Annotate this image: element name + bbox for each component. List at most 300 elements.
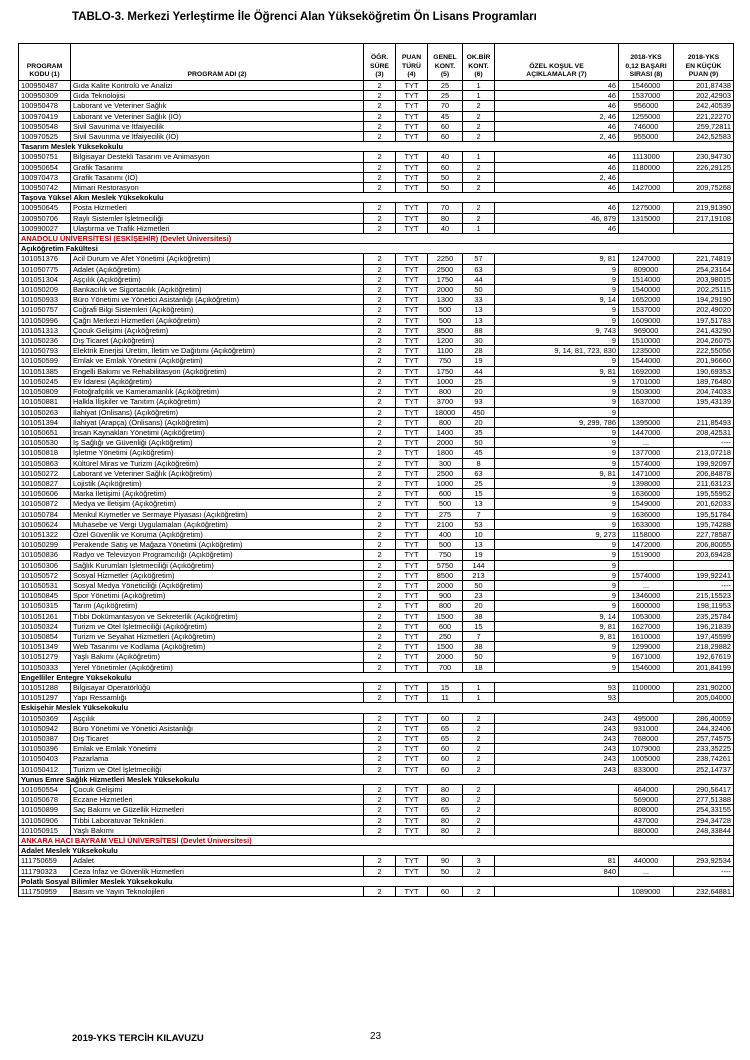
success-rank-cell — [619, 407, 674, 417]
score-type-cell: TYT — [396, 601, 428, 611]
general-quota-cell: 65 — [428, 734, 463, 744]
duration-cell: 2 — [364, 764, 396, 774]
special-conditions-cell: 9 — [495, 570, 619, 580]
general-quota-cell: 60 — [428, 764, 463, 774]
duration-cell: 2 — [364, 356, 396, 366]
header-program-name — [71, 44, 364, 81]
score-type-cell: TYT — [396, 764, 428, 774]
min-score-cell: 189,76480 — [674, 376, 734, 386]
program-name-cell: Gıda Teknolojisi — [71, 91, 364, 101]
special-conditions-cell: 9 — [495, 438, 619, 448]
program-name-cell: Turizm ve Otel İşletmeciliği (Açıköğretim) — [71, 621, 364, 631]
program-code-cell: 100970419 — [19, 111, 71, 121]
table-row — [19, 682, 734, 692]
success-rank-cell: 1180000 — [619, 162, 674, 172]
special-conditions-cell: 9 — [495, 285, 619, 295]
program-code-cell: 101050554 — [19, 785, 71, 795]
header-line: 2018-YKS — [687, 54, 720, 62]
school-first-quota-cell: 2 — [463, 213, 495, 223]
program-code-cell: 101050572 — [19, 570, 71, 580]
duration-cell: 2 — [364, 815, 396, 825]
program-code-cell: 101050624 — [19, 519, 71, 529]
program-name-cell: Çocuk Gelişimi — [71, 785, 364, 795]
program-code-cell: 101050854 — [19, 631, 71, 641]
table-row — [19, 438, 734, 448]
general-quota-cell: 80 — [428, 825, 463, 835]
duration-cell: 2 — [364, 305, 396, 315]
min-score-cell: 197,51783 — [674, 315, 734, 325]
program-code-cell: 100990027 — [19, 223, 71, 233]
special-conditions-cell: 9 — [495, 499, 619, 509]
school-first-quota-cell: 33 — [463, 295, 495, 305]
school-first-quota-cell: 57 — [463, 254, 495, 264]
score-type-cell: TYT — [396, 203, 428, 213]
school-first-quota-cell: 30 — [463, 336, 495, 346]
header-line: KONT. — [468, 62, 489, 70]
min-score-cell: 203,69428 — [674, 550, 734, 560]
score-type-cell: TYT — [396, 723, 428, 733]
general-quota-cell: 500 — [428, 499, 463, 509]
success-rank-cell: 1692000 — [619, 366, 674, 376]
general-quota-cell: 60 — [428, 162, 463, 172]
duration-cell: 2 — [364, 101, 396, 111]
min-score-cell: 208,42531 — [674, 427, 734, 437]
program-code-cell: 101050306 — [19, 560, 71, 570]
program-code-cell: 100950478 — [19, 101, 71, 111]
success-rank-cell: 569000 — [619, 795, 674, 805]
success-rank-cell: 1315000 — [619, 213, 674, 223]
special-conditions-cell: 93 — [495, 693, 619, 703]
general-quota-cell: 300 — [428, 458, 463, 468]
success-rank-cell: 1627000 — [619, 621, 674, 631]
header-line: PROGRAM — [26, 62, 63, 70]
header-min-score — [674, 44, 734, 81]
school-first-quota-cell: 450 — [463, 407, 495, 417]
duration-cell: 2 — [364, 621, 396, 631]
general-quota-cell: 80 — [428, 815, 463, 825]
program-name-cell: Acil Durum ve Afet Yönetimi (Açıköğretim) — [71, 254, 364, 264]
min-score-cell: 294,34728 — [674, 815, 734, 825]
score-type-cell: TYT — [396, 815, 428, 825]
duration-cell: 2 — [364, 427, 396, 437]
success-rank-cell: 1503000 — [619, 387, 674, 397]
success-rank-cell: 809000 — [619, 264, 674, 274]
duration-cell: 2 — [364, 448, 396, 458]
success-rank-cell: 1089000 — [619, 887, 674, 897]
program-code-cell: 101050775 — [19, 264, 71, 274]
score-type-cell: TYT — [396, 489, 428, 499]
table-row — [19, 91, 734, 101]
special-conditions-cell — [495, 805, 619, 815]
min-score-cell: 221,74819 — [674, 254, 734, 264]
general-quota-cell: 2000 — [428, 580, 463, 590]
score-type-cell: TYT — [396, 305, 428, 315]
min-score-cell: 221,22270 — [674, 111, 734, 121]
general-quota-cell: 1750 — [428, 274, 463, 284]
duration-cell: 2 — [364, 223, 396, 233]
table-row — [19, 764, 734, 774]
duration-cell: 2 — [364, 540, 396, 550]
duration-cell: 2 — [364, 662, 396, 672]
program-name-cell: Menkul Kıymetler ve Sermaye Piyasası (Açıköğretim) — [71, 509, 364, 519]
program-name-cell: Kültürel Miras ve Turizm (Açıköğretim) — [71, 458, 364, 468]
program-code-cell: 101050606 — [19, 489, 71, 499]
table-row — [19, 795, 734, 805]
score-type-cell: TYT — [396, 734, 428, 744]
min-score-cell: 195,51784 — [674, 509, 734, 519]
school-first-quota-cell: 19 — [463, 550, 495, 560]
header-line: AÇIKLAMALAR (7) — [526, 70, 587, 78]
school-first-quota-cell: 18 — [463, 662, 495, 672]
program-code-cell: 101050906 — [19, 815, 71, 825]
program-code-cell: 100970473 — [19, 172, 71, 182]
program-name-cell: Çağrı Merkezi Hizmetleri (Açıköğretim) — [71, 315, 364, 325]
faculty-header-row — [19, 672, 734, 682]
school-first-quota-cell: 2 — [463, 734, 495, 744]
program-code-cell: 101050836 — [19, 550, 71, 560]
special-conditions-cell: 46 — [495, 183, 619, 193]
program-name-cell: Web Tasarımı ve Kodlama (Açıköğretim) — [71, 642, 364, 652]
section-title: Adalet Meslek Yüksekokulu — [19, 846, 734, 856]
section-title: ANKARA HACI BAYRAM VELİ ÜNİVERSİTESİ (Devlet Üniversitesi) — [19, 836, 734, 846]
program-name-cell: Yaşlı Bakımı (Açıköğretim) — [71, 652, 364, 662]
general-quota-cell: 3500 — [428, 325, 463, 335]
success-rank-cell: 1544000 — [619, 356, 674, 366]
special-conditions-cell: 243 — [495, 723, 619, 733]
table-row — [19, 203, 734, 213]
score-type-cell: TYT — [396, 417, 428, 427]
header-line: PROGRAM ADI (2) — [187, 70, 247, 78]
success-rank-cell: 1636000 — [619, 489, 674, 499]
special-conditions-cell: 9 — [495, 478, 619, 488]
table-row — [19, 478, 734, 488]
school-first-quota-cell: 19 — [463, 356, 495, 366]
program-code-cell: 101051385 — [19, 366, 71, 376]
success-rank-cell: 1472000 — [619, 540, 674, 550]
program-code-cell: 101050236 — [19, 336, 71, 346]
success-rank-cell: 746000 — [619, 121, 674, 131]
duration-cell: 2 — [364, 693, 396, 703]
program-code-cell: 101051313 — [19, 325, 71, 335]
table-row — [19, 713, 734, 723]
general-quota-cell: 60 — [428, 713, 463, 723]
special-conditions-cell: 9 — [495, 642, 619, 652]
success-rank-cell: 1235000 — [619, 346, 674, 356]
table-row — [19, 519, 734, 529]
school-first-quota-cell: 1 — [463, 223, 495, 233]
program-name-cell: Grafik Tasarımı (İÖ) — [71, 172, 364, 182]
success-rank-cell: 1053000 — [619, 611, 674, 621]
success-rank-cell: 1671000 — [619, 652, 674, 662]
duration-cell: 2 — [364, 611, 396, 621]
header-line: PUAN (9) — [688, 70, 719, 78]
success-rank-cell: 931000 — [619, 723, 674, 733]
min-score-cell: ---- — [674, 580, 734, 590]
header-success-rank — [619, 44, 674, 81]
general-quota-cell: 50 — [428, 866, 463, 876]
general-quota-cell: 40 — [428, 152, 463, 162]
special-conditions-cell: 46 — [495, 152, 619, 162]
school-first-quota-cell: 10 — [463, 529, 495, 539]
score-type-cell: TYT — [396, 540, 428, 550]
table-row — [19, 376, 734, 386]
success-rank-cell: 1574000 — [619, 570, 674, 580]
school-first-quota-cell: 25 — [463, 376, 495, 386]
success-rank-cell: ... — [619, 438, 674, 448]
duration-cell: 2 — [364, 172, 396, 182]
duration-cell: 2 — [364, 285, 396, 295]
score-type-cell: TYT — [396, 744, 428, 754]
duration-cell: 2 — [364, 132, 396, 142]
table-row — [19, 101, 734, 111]
program-name-cell: İnsan Kaynakları Yönetimi (Açıköğretim) — [71, 427, 364, 437]
min-score-cell: 203,98015 — [674, 274, 734, 284]
general-quota-cell: 2500 — [428, 468, 463, 478]
min-score-cell: 195,74288 — [674, 519, 734, 529]
program-code-cell: 101051322 — [19, 529, 71, 539]
table-row — [19, 162, 734, 172]
school-first-quota-cell: 1 — [463, 152, 495, 162]
table-row — [19, 489, 734, 499]
school-first-quota-cell: 2 — [463, 887, 495, 897]
program-code-cell: 100950751 — [19, 152, 71, 162]
program-name-cell: Basım ve Yayın Teknolojileri — [71, 887, 364, 897]
general-quota-cell: 2000 — [428, 652, 463, 662]
program-name-cell: Laborant ve Veteriner Sağlık (Açıköğretim) — [71, 468, 364, 478]
score-type-cell: TYT — [396, 693, 428, 703]
success-rank-cell: 1701000 — [619, 376, 674, 386]
table-header-row — [19, 44, 734, 81]
school-first-quota-cell: 28 — [463, 346, 495, 356]
program-name-cell: İlahiyat (Arapça) (Önlisans) (Açıköğretim) — [71, 417, 364, 427]
table-row — [19, 662, 734, 672]
general-quota-cell: 600 — [428, 621, 463, 631]
duration-cell: 2 — [364, 111, 396, 121]
min-score-cell: ---- — [674, 438, 734, 448]
header-line: GENEL — [433, 54, 457, 62]
special-conditions-cell: 9 — [495, 591, 619, 601]
section-title: ANADOLU ÜNİVERSİTESİ (ESKİŞEHİR) (Devlet Üniversitesi) — [19, 234, 734, 244]
school-first-quota-cell: 2 — [463, 785, 495, 795]
min-score-cell — [674, 172, 734, 182]
duration-cell: 2 — [364, 376, 396, 386]
program-name-cell: Coğrafi Bilgi Sistemleri (Açıköğretim) — [71, 305, 364, 315]
duration-cell: 2 — [364, 570, 396, 580]
special-conditions-cell: 46 — [495, 101, 619, 111]
program-name-cell: Eczane Hizmetleri — [71, 795, 364, 805]
header-duration — [364, 44, 396, 81]
general-quota-cell: 60 — [428, 744, 463, 754]
program-code-cell: 100950487 — [19, 81, 71, 91]
table-row — [19, 642, 734, 652]
school-first-quota-cell: 20 — [463, 601, 495, 611]
score-type-cell: TYT — [396, 509, 428, 519]
table-row — [19, 815, 734, 825]
min-score-cell: 213,07218 — [674, 448, 734, 458]
special-conditions-cell: 93 — [495, 682, 619, 692]
success-rank-cell: 768000 — [619, 734, 674, 744]
program-code-cell: 101050827 — [19, 478, 71, 488]
school-first-quota-cell: 20 — [463, 387, 495, 397]
program-code-cell: 101051261 — [19, 611, 71, 621]
score-type-cell: TYT — [396, 356, 428, 366]
header-line: 0,12 BAŞARI — [625, 62, 667, 70]
table-row — [19, 274, 734, 284]
table-row — [19, 652, 734, 662]
school-first-quota-cell: 1 — [463, 81, 495, 91]
program-code-cell: 101050531 — [19, 580, 71, 590]
duration-cell: 2 — [364, 387, 396, 397]
min-score-cell — [674, 407, 734, 417]
program-name-cell: Fotoğrafçılık ve Kameramanlık (Açıköğretim) — [71, 387, 364, 397]
success-rank-cell — [619, 223, 674, 233]
success-rank-cell: 495000 — [619, 713, 674, 723]
program-code-cell: 101050651 — [19, 427, 71, 437]
score-type-cell: TYT — [396, 580, 428, 590]
table-row — [19, 295, 734, 305]
program-name-cell: Büro Yönetimi ve Yönetici Asistanlığı — [71, 723, 364, 733]
table-row — [19, 734, 734, 744]
general-quota-cell: 65 — [428, 723, 463, 733]
school-first-quota-cell: 50 — [463, 285, 495, 295]
general-quota-cell: 400 — [428, 529, 463, 539]
score-type-cell: TYT — [396, 223, 428, 233]
general-quota-cell: 1000 — [428, 376, 463, 386]
school-first-quota-cell: 50 — [463, 652, 495, 662]
min-score-cell: 215,15523 — [674, 591, 734, 601]
min-score-cell: 190,69353 — [674, 366, 734, 376]
header-score-type — [396, 44, 428, 81]
program-code-cell: 101050333 — [19, 662, 71, 672]
duration-cell: 2 — [364, 509, 396, 519]
score-type-cell: TYT — [396, 519, 428, 529]
general-quota-cell: 1300 — [428, 295, 463, 305]
school-first-quota-cell: 3 — [463, 856, 495, 866]
min-score-cell: 241,43290 — [674, 325, 734, 335]
table-row — [19, 611, 734, 621]
general-quota-cell: 900 — [428, 591, 463, 601]
page-title: TABLO-3. Merkezi Yerleştirme İle Öğrenci Alan Yükseköğretim Ön Lisans Programları — [72, 11, 537, 23]
general-quota-cell: 11 — [428, 693, 463, 703]
program-name-cell: Laborant ve Veteriner Sağlık (İÖ) — [71, 111, 364, 121]
table-row — [19, 427, 734, 437]
success-rank-cell: 1574000 — [619, 458, 674, 468]
table-row — [19, 223, 734, 233]
special-conditions-cell: 2, 46 — [495, 111, 619, 121]
header-line: (6) — [474, 70, 483, 78]
success-rank-cell: 1079000 — [619, 744, 674, 754]
faculty-header-row — [19, 142, 734, 152]
program-code-cell: 101050933 — [19, 295, 71, 305]
table-row — [19, 264, 734, 274]
program-code-cell: 101051349 — [19, 642, 71, 652]
program-code-cell: 111750959 — [19, 887, 71, 897]
program-name-cell: Çocuk Gelişimi (Açıköğretim) — [71, 325, 364, 335]
table-row — [19, 499, 734, 509]
school-first-quota-cell: 35 — [463, 427, 495, 437]
general-quota-cell: 2500 — [428, 264, 463, 274]
section-title: Engelliler Entegre Yüksekokulu — [19, 672, 734, 682]
success-rank-cell: 1158000 — [619, 529, 674, 539]
general-quota-cell: 8500 — [428, 570, 463, 580]
school-first-quota-cell: 44 — [463, 274, 495, 284]
general-quota-cell: 700 — [428, 662, 463, 672]
section-title: Tasarım Meslek Yüksekokulu — [19, 142, 734, 152]
program-name-cell: Sağlık Kurumları İşletmeciliği (Açıköğretim) — [71, 560, 364, 570]
score-type-cell: TYT — [396, 795, 428, 805]
general-quota-cell: 65 — [428, 805, 463, 815]
special-conditions-cell: 9 — [495, 489, 619, 499]
program-code-cell: 101051394 — [19, 417, 71, 427]
school-first-quota-cell: 2 — [463, 713, 495, 723]
header-line: 2018-YKS — [630, 54, 662, 62]
section-title: Yunus Emre Sağlık Hizmetleri Meslek Yüksekokulu — [19, 774, 734, 784]
school-first-quota-cell: 2 — [463, 764, 495, 774]
success-rank-cell: 1609000 — [619, 315, 674, 325]
success-rank-cell: 1546000 — [619, 662, 674, 672]
success-rank-cell: 1636000 — [619, 509, 674, 519]
score-type-cell: TYT — [396, 754, 428, 764]
special-conditions-cell: 243 — [495, 734, 619, 744]
table-body — [19, 81, 734, 897]
duration-cell: 2 — [364, 887, 396, 897]
special-conditions-cell: 9 — [495, 601, 619, 611]
score-type-cell: TYT — [396, 407, 428, 417]
success-rank-cell: 1005000 — [619, 754, 674, 764]
table-row — [19, 509, 734, 519]
school-first-quota-cell: 2 — [463, 866, 495, 876]
score-type-cell: TYT — [396, 856, 428, 866]
page-number: 23 — [370, 1031, 382, 1042]
score-type-cell: TYT — [396, 570, 428, 580]
university-header-row — [19, 836, 734, 846]
program-code-cell: 101050793 — [19, 346, 71, 356]
program-name-cell: Posta Hizmetleri — [71, 203, 364, 213]
program-name-cell: Spor Yönetimi (Açıköğretim) — [71, 591, 364, 601]
program-name-cell: Muhasebe ve Vergi Uygulamaları (Açıköğretim) — [71, 519, 364, 529]
faculty-header-row — [19, 703, 734, 713]
score-type-cell: TYT — [396, 611, 428, 621]
table-row — [19, 591, 734, 601]
score-type-cell: TYT — [396, 376, 428, 386]
program-code-cell: 101050872 — [19, 499, 71, 509]
score-type-cell: TYT — [396, 438, 428, 448]
header-program-code — [19, 44, 71, 81]
duration-cell: 2 — [364, 519, 396, 529]
general-quota-cell: 18000 — [428, 407, 463, 417]
min-score-cell: 248,33844 — [674, 825, 734, 835]
score-type-cell: TYT — [396, 448, 428, 458]
min-score-cell: 293,92534 — [674, 856, 734, 866]
min-score-cell: 230,94730 — [674, 152, 734, 162]
duration-cell: 2 — [364, 713, 396, 723]
success-rank-cell: ... — [619, 866, 674, 876]
school-first-quota-cell: 7 — [463, 509, 495, 519]
header-line: OK.BİR — [466, 54, 491, 62]
success-rank-cell: 1275000 — [619, 203, 674, 213]
score-type-cell: TYT — [396, 254, 428, 264]
min-score-cell: 238,74261 — [674, 754, 734, 764]
general-quota-cell: 1200 — [428, 336, 463, 346]
program-name-cell: Medya ve İletişim (Açıköğretim) — [71, 499, 364, 509]
score-type-cell: TYT — [396, 162, 428, 172]
min-score-cell: ---- — [674, 866, 734, 876]
success-rank-cell: 1398000 — [619, 478, 674, 488]
program-name-cell: Yapı Ressamlığı — [71, 693, 364, 703]
general-quota-cell: 1400 — [428, 427, 463, 437]
general-quota-cell: 70 — [428, 101, 463, 111]
success-rank-cell: 440000 — [619, 856, 674, 866]
